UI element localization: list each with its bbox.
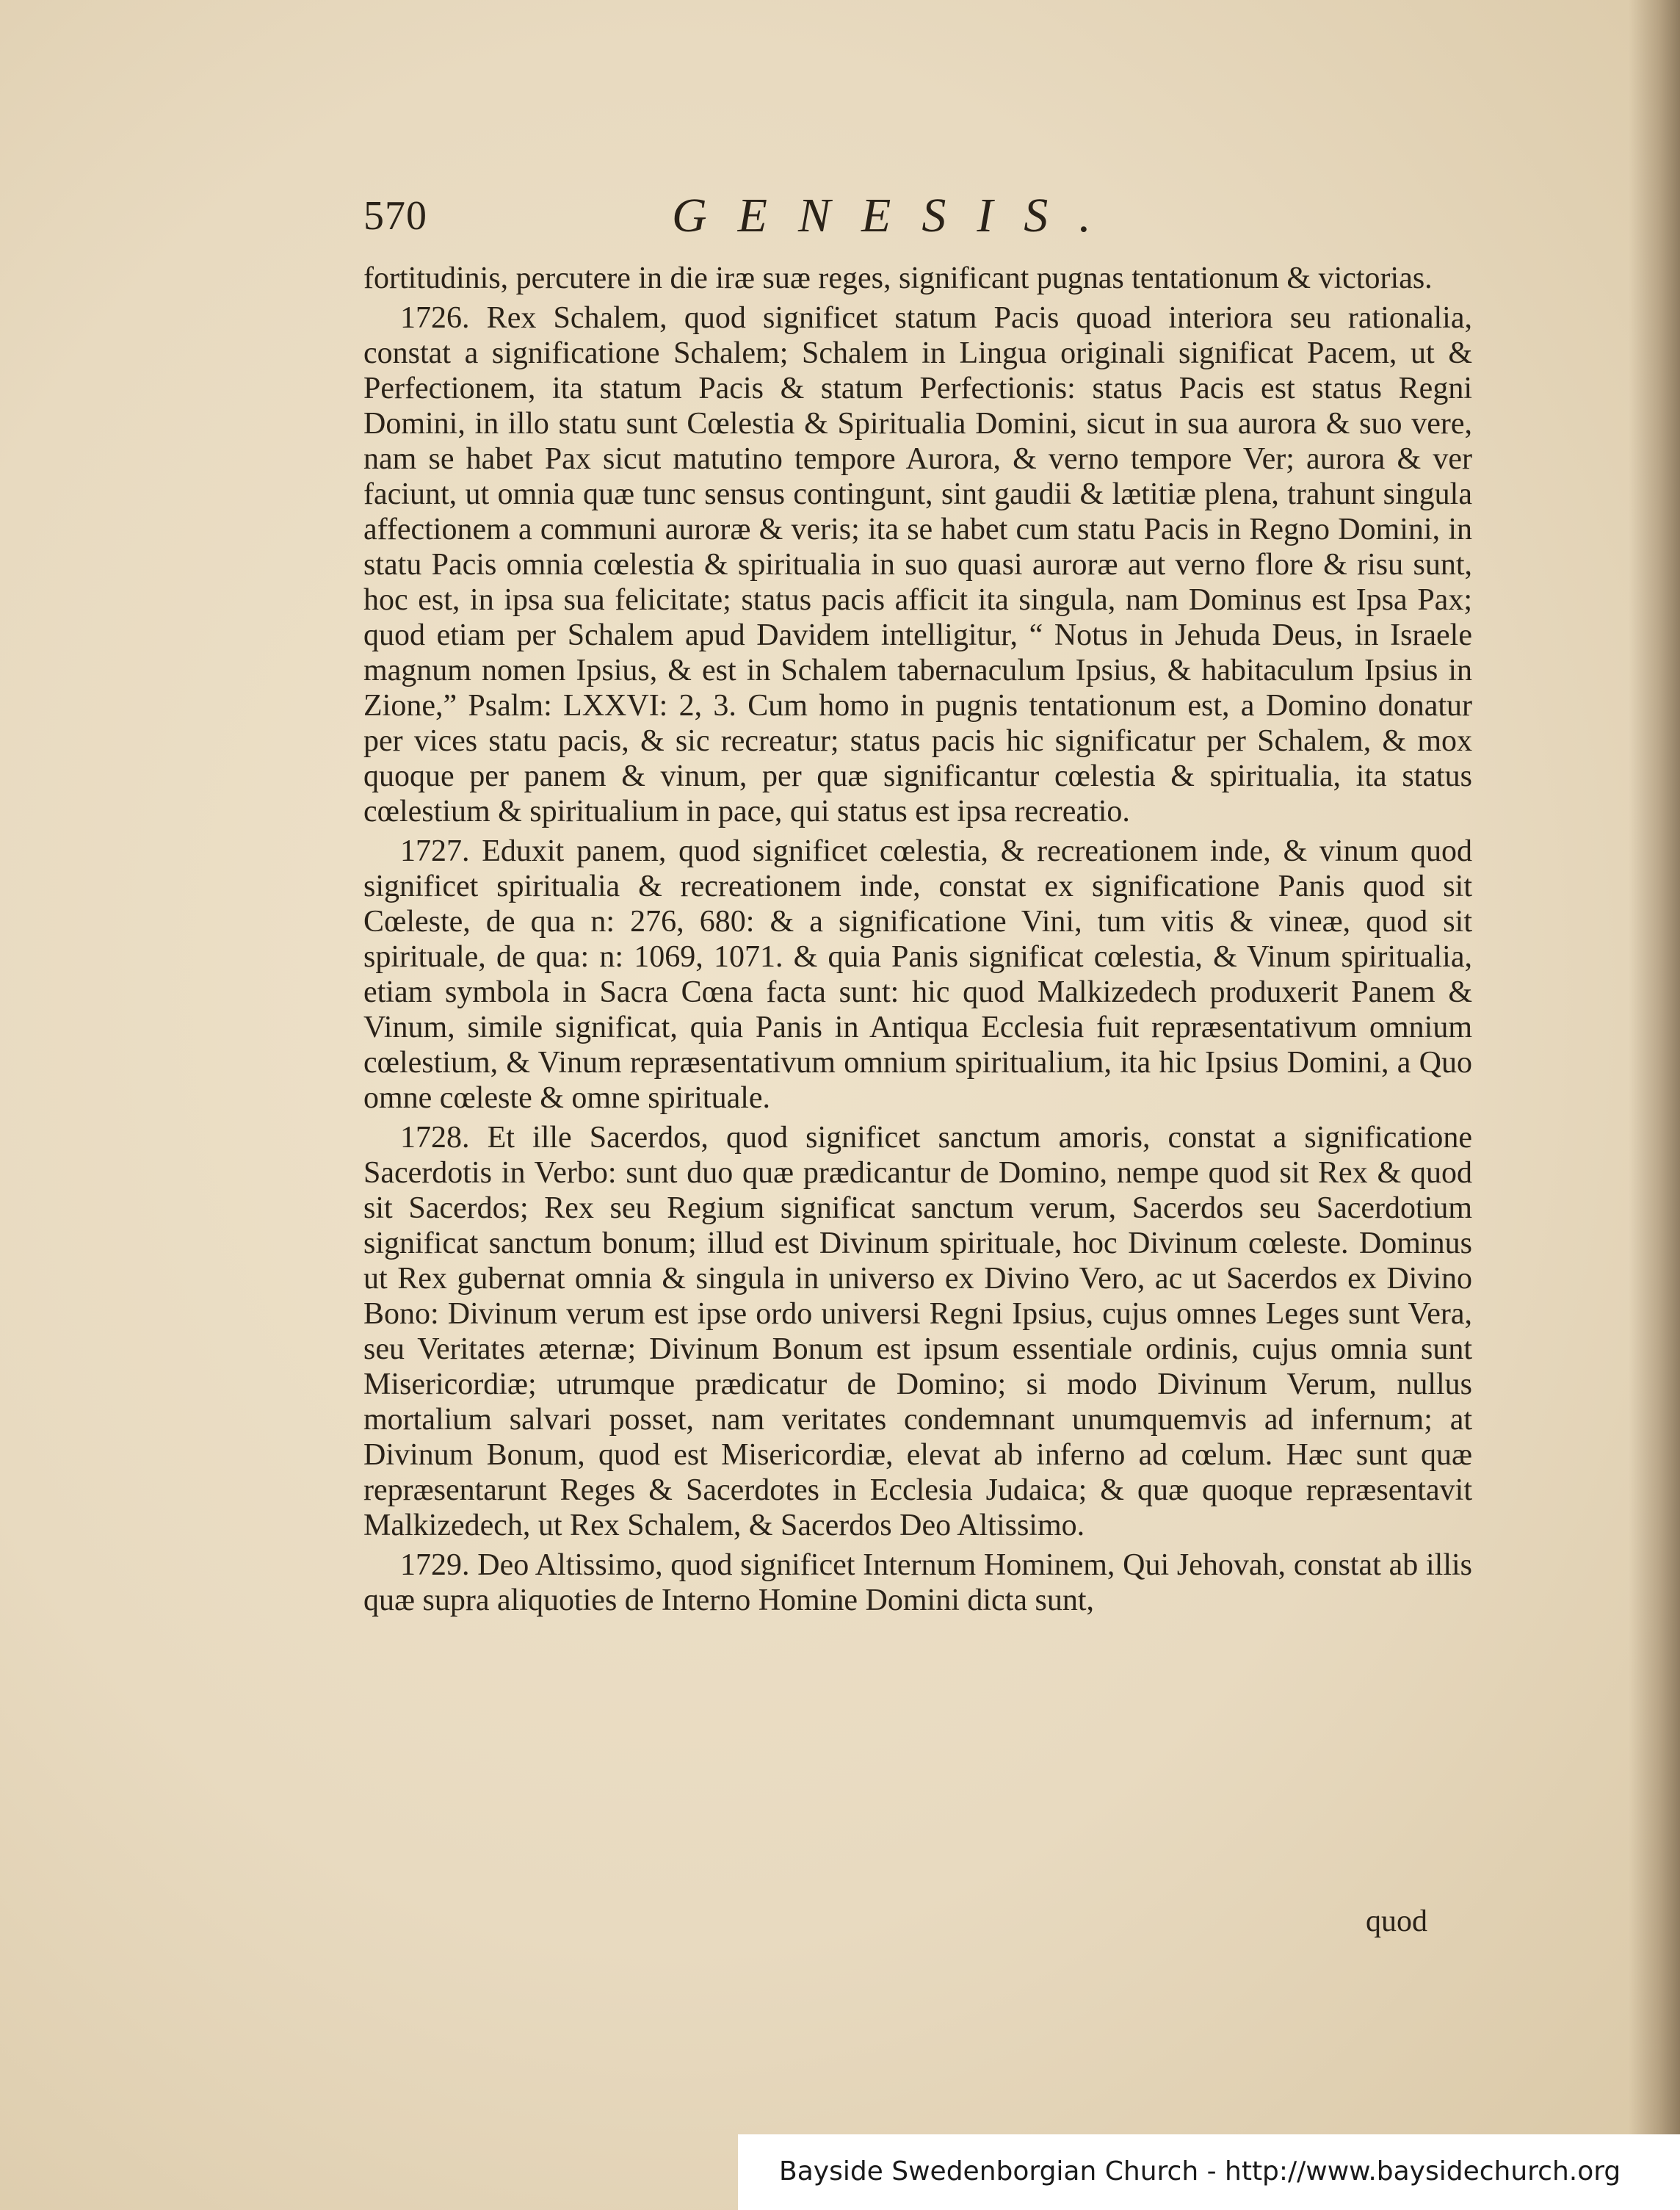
paragraph-1726: 1726. Rex Schalem, quod significet statum Pacis quoad interiora seu rationalia, constat a significatione Schalem; Schalem in Lingua originali significat Pacem, ut & Perfectionem, ita statum Pacis & statum Perfectionis: status Pacis est status Regni Domini, in illo statu sunt Cœlestia & Spiritualia Domini, sicut in sua aurora & suo vere, nam se habet Pax sicut matutino tempore Aurora, & verno tempore Ver; aurora & ver faciunt, ut omnia quæ tunc sensus contingunt, sint gaudii & lætitiæ plena, trahunt singula affectionem a communi auroræ & veris; ita se habet cum statu Pacis in Regno Domini, in statu Pacis omnia cœlestia & spiritualia in suo quasi auroræ aut verno flore & risu sunt, hoc est, in ipsa sua felicitate; status pacis afficit ita singula, nam Dominus est Ipsa Pax; quod etiam per Schalem apud Davidem intelligitur, “ Notus in Jehuda Deus, in Israele magnum nomen Ipsius, & est in Schalem tabernaculum Ipsius, & habitaculum Ipsius in Zione,” Psalm: LXXVI: 2, 3. Cum homo in pugnis tentationum est, a Domino donatur per vices statu pacis, & sic recreatur; status pacis hic significatur per Schalem, & mox quoque per panem & vinum, per quæ significantur cœlestia & spiritualia, ita status cœlestium & spiritualium in pace, qui status est ipsa recreatio. — [363, 301, 1472, 828]
paragraph-continuation: fortitudinis, percutere in die iræ suæ reges, significant pugnas tentationum & victorias. — [363, 261, 1433, 295]
page-header — [363, 189, 1472, 251]
footer-credit-text: Bayside Swedenborgian Church - http://www.baysidechurch.org — [779, 2156, 1621, 2186]
body-text — [363, 261, 1472, 1622]
footer-credit-bar — [738, 2134, 1680, 2210]
page-number: 570 — [363, 193, 427, 239]
page-gutter-shadow — [1629, 0, 1680, 2210]
catchword: quod — [1366, 1904, 1427, 1938]
running-head: GENESIS. — [672, 189, 1122, 242]
paragraph-1728: 1728. Et ille Sacerdos, quod significet sanctum amoris, constat a significatione Sacerdotis in Verbo: sunt duo quæ prædicantur de Domino, nempe quod sit Rex & quod sit Sacerdos; Rex seu Regium significat sanctum verum, Sacerdos seu Sacerdotium significat sanctum bonum; illud est Divinum spirituale, hoc Divinum cœleste. Dominus ut Rex gubernat omnia & singula in universo ex Divino Vero, ac ut Sacerdos ex Divino Bono: Divinum verum est ipse ordo universi Regni Ipsius, cujus omnes Leges sunt Vera, seu Veritates æternæ; Divinum Bonum est ipsum essentiale ordinis, cujus omnia sunt Misericordiæ; utrumque prædicatur de Domino; si modo Divinum Verum, nullus mortalium salvari posset, nam veritates condemnant unumquemvis ad infernum; at Divinum Bonum, quod est Misericordiæ, elevat ab inferno ad cœlum. Hæc sunt quæ repræsentarunt Reges & Sacerdotes in Ecclesia Judaica; & quæ quoque repræsentavit Malkizedech, ut Rex Schalem, & Sacerdos Deo Altissimo. — [363, 1121, 1472, 1542]
paragraph-1727: 1727. Eduxit panem, quod significet cœlestia, & recreationem inde, & vinum quod significet spiritualia & recreationem inde, constat ex significatione Panis quod sit Cœleste, de qua n: 276, 680: & a significatione Vini, tum vitis & vineæ, quod sit spirituale, de qua: n: 1069, 1071. & quia Panis significat cœlestia, & Vinum spiritualia, etiam symbola in Sacra Cœna facta sunt: hic quod Malkizedech produxerit Panem & Vinum, simile significat, quia Panis in Antiqua Ecclesia fuit repræsentativum omnium cœlestium, & Vinum repræsentativum omnium spiritualium, ita hic Ipsius Domini, a Quo omne cœleste & omne spirituale. — [363, 834, 1472, 1115]
paragraph-1729: 1729. Deo Altissimo, quod significet Internum Hominem, Qui Jehovah, constat ab illis quæ supra aliquoties de Interno Homine Domini dicta sunt, — [363, 1548, 1472, 1617]
